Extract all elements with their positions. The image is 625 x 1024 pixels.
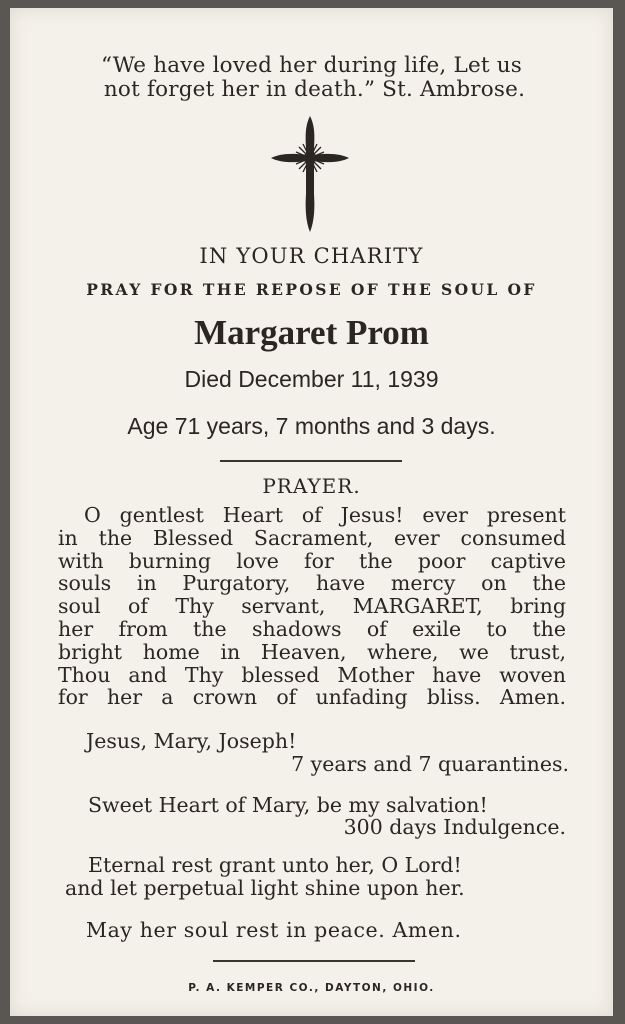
pray-heading: PRAY FOR THE REPOSE OF THE SOUL OF (86, 280, 537, 299)
age-at-death: Age 71 years, 7 months and 3 days. (127, 413, 496, 439)
prayer-line: soul of Thy servant, MARGARET, bring (58, 594, 566, 619)
divider-top (220, 460, 402, 462)
prayer-line: in the Blessed Sacrament, ever consumed (58, 525, 566, 550)
eternal-rest-line-2: and let perpetual light shine upon her. (65, 876, 465, 900)
charity-heading: IN YOUR CHARITY (199, 244, 424, 268)
quote-line-2: not forget her in death.” St. Ambrose. (103, 77, 526, 102)
divider-bottom (213, 960, 415, 962)
death-date: Died December 11, 1939 (184, 366, 439, 392)
prayer-line: her from the shadows of exile to the (58, 616, 566, 641)
prayer-line: with burning love for the poor captive (58, 548, 566, 573)
opening-quote (10, 54, 613, 102)
ejaculation-jesus: Jesus, Mary, Joseph! (86, 729, 297, 753)
cross-icon (269, 114, 351, 234)
memorial-card (10, 8, 613, 1016)
prayer-line: Thou and Thy blessed Mother have woven (58, 662, 566, 687)
prayer-line: souls in Purgatory, have mercy on the (58, 571, 566, 596)
prayer-line: bright home in Heaven, where, we trust, (58, 639, 566, 664)
prayer-text (58, 504, 566, 709)
rest-in-peace: May her soul rest in peace. Amen. (86, 918, 462, 942)
prayer-line: for her a crown of unfading bliss. Amen. (58, 685, 566, 710)
prayer-title: PRAYER. (262, 474, 361, 498)
deceased-name: Margaret Prom (194, 313, 429, 352)
prayer-line: O gentlest Heart of Jesus! ever present (84, 503, 566, 527)
ejaculation-sweet-heart: Sweet Heart of Mary, be my salvation! (88, 793, 488, 817)
indulgence-days: 300 days Indulgence. (343, 815, 566, 839)
eternal-rest-line-1: Eternal rest grant unto her, O Lord! (88, 853, 462, 877)
publisher-imprint: P. A. KEMPER CO., DAYTON, OHIO. (188, 982, 435, 994)
indulgence-quarantines: 7 years and 7 quarantines. (291, 752, 569, 776)
quote-line-1: “We have loved her during life, Let us (100, 53, 523, 78)
